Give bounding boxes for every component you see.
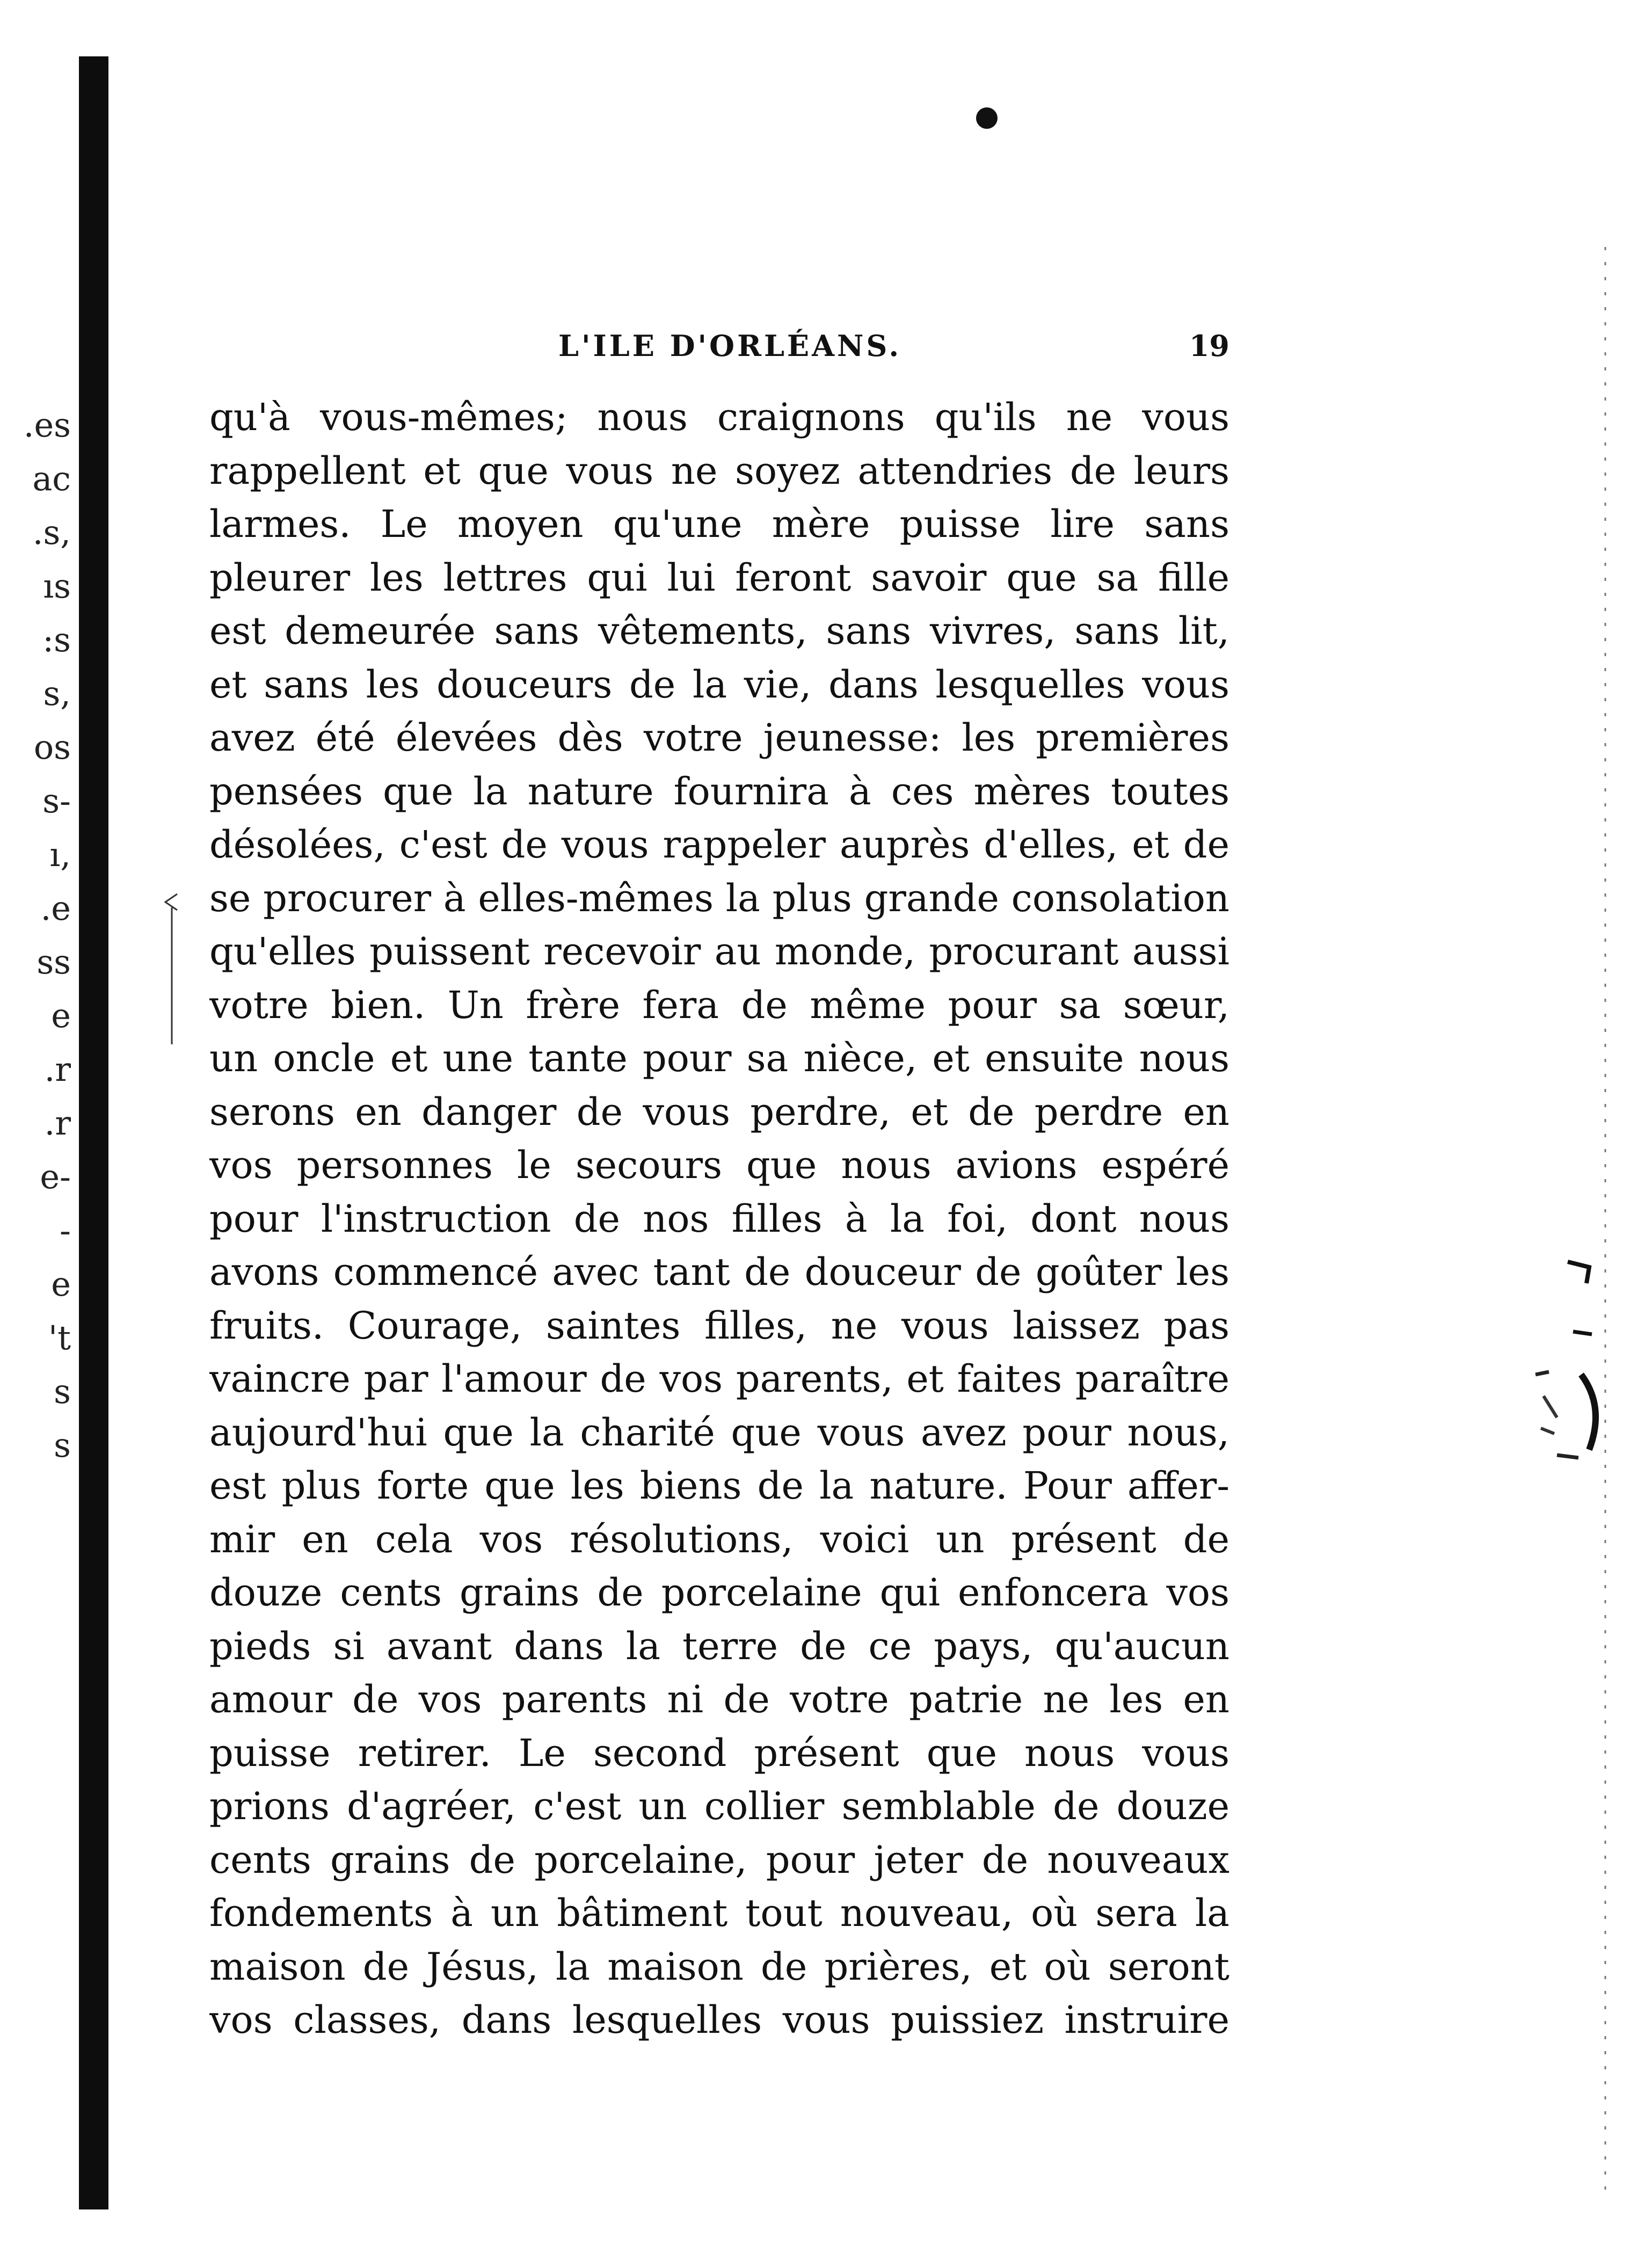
facing-page-fragment: s- bbox=[42, 781, 71, 820]
body-text bbox=[209, 391, 1229, 2047]
text-line: avez été élevées dès votre jeunesse: les premières bbox=[209, 716, 1229, 760]
running-title: L'ILE D'ORLÉANS. bbox=[558, 329, 902, 363]
text-line: fruits. Courage, saintes filles, ne vous laissez pas bbox=[209, 1303, 1229, 1348]
binding-gutter bbox=[79, 56, 108, 2209]
text-line: désolées, c'est de vous rappeler auprès d'elles, et de bbox=[209, 823, 1229, 867]
page-number: 19 bbox=[1189, 329, 1229, 363]
page-header bbox=[209, 329, 1229, 372]
text-line: aujourd'hui que la charité que vous avez pour nous, bbox=[209, 1410, 1229, 1455]
text-line: est demeurée sans vêtements, sans vivres, sans lit, bbox=[209, 609, 1229, 653]
text-line: cents grains de porcelaine, pour jeter de nouveaux bbox=[209, 1837, 1229, 1882]
facing-page-fragment: ss bbox=[37, 942, 71, 982]
facing-page-fragment: .r bbox=[44, 1050, 71, 1089]
facing-page-fragment: e bbox=[51, 1264, 71, 1304]
facing-page-fragment: 't bbox=[48, 1318, 71, 1357]
text-line: fondements à un bâtiment tout nouveau, où sera la bbox=[209, 1891, 1229, 1935]
text-line: vaincre par l'amour de vos parents, et faites paraître bbox=[209, 1357, 1229, 1401]
facing-page-fragment: ac bbox=[32, 459, 71, 498]
facing-page-fragment: ıs bbox=[43, 566, 71, 606]
facing-page-fragment: .s, bbox=[32, 513, 71, 552]
text-line: larmes. Le moyen qu'une mère puisse lire sans bbox=[209, 502, 1229, 546]
facing-page-fragment: ı, bbox=[49, 835, 71, 874]
facing-page-fragment: .e bbox=[40, 889, 71, 928]
text-line: et sans les douceurs de la vie, dans lesquelles vous bbox=[209, 662, 1229, 707]
text-line: est plus forte que les biens de la nature. Pour affer- bbox=[209, 1464, 1229, 1508]
facing-page-fragment: - bbox=[60, 1211, 71, 1250]
text-line: qu'elles puissent recevoir au monde, procurant aussi bbox=[209, 929, 1229, 973]
text-line: un oncle et une tante pour sa nièce, et ensuite nous bbox=[209, 1036, 1229, 1080]
text-line: vos classes, dans lesquelles vous puissiez instruire bbox=[209, 1998, 1229, 2042]
facing-page-fragment: :s bbox=[42, 620, 71, 659]
text-line: se procurer à elles-mêmes la plus grande consolation bbox=[209, 876, 1229, 920]
text-line: rappellent et que vous ne soyez attendries de leurs bbox=[209, 448, 1229, 493]
text-line: maison de Jésus, la maison de prières, et où seront bbox=[209, 1944, 1229, 1989]
facing-page-fragment: s bbox=[54, 1372, 71, 1411]
facing-page-fragment: e- bbox=[40, 1157, 71, 1196]
text-line: douze cents grains de porcelaine qui enfoncera vos bbox=[209, 1571, 1229, 1615]
scan-artifacts bbox=[1450, 231, 1652, 2218]
pencil-bracket-icon bbox=[161, 889, 183, 1050]
text-line: pour l'instruction de nos filles à la foi, dont nous bbox=[209, 1196, 1229, 1241]
facing-page-fragment: s, bbox=[43, 674, 71, 713]
text-line: mir en cela vos résolutions, voici un présent de bbox=[209, 1517, 1229, 1561]
text-line: vos personnes le secours que nous avions espéré bbox=[209, 1143, 1229, 1187]
facing-page-fragment: .es bbox=[23, 405, 71, 445]
text-line: votre bien. Un frère fera de même pour sa sœur, bbox=[209, 983, 1229, 1027]
text-line: qu'à vous-mêmes; nous craignons qu'ils ne vous bbox=[209, 395, 1229, 439]
facing-page-fragment: e bbox=[51, 996, 71, 1035]
text-line: pleurer les lettres qui lui feront savoir que sa fille bbox=[209, 555, 1229, 600]
ink-dot bbox=[976, 107, 998, 129]
facing-page-fragment: .r bbox=[44, 1103, 71, 1143]
text-line: puisse retirer. Le second présent que nous vous bbox=[209, 1731, 1229, 1775]
facing-page-fragment: os bbox=[33, 728, 71, 767]
facing-page-bleed bbox=[6, 398, 71, 1472]
text-line: serons en danger de vous perdre, et de perdre en bbox=[209, 1089, 1229, 1134]
text-line: pieds si avant dans la terre de ce pays, qu'aucun bbox=[209, 1624, 1229, 1668]
text-line: avons commencé avec tant de douceur de goûter les bbox=[209, 1250, 1229, 1294]
text-line: prions d'agréer, c'est un collier semblable de douze bbox=[209, 1784, 1229, 1828]
text-line: pensées que la nature fournira à ces mères toutes bbox=[209, 769, 1229, 813]
facing-page-fragment: s bbox=[54, 1426, 71, 1465]
text-line: amour de vos parents ni de votre patrie ne les en bbox=[209, 1677, 1229, 1721]
